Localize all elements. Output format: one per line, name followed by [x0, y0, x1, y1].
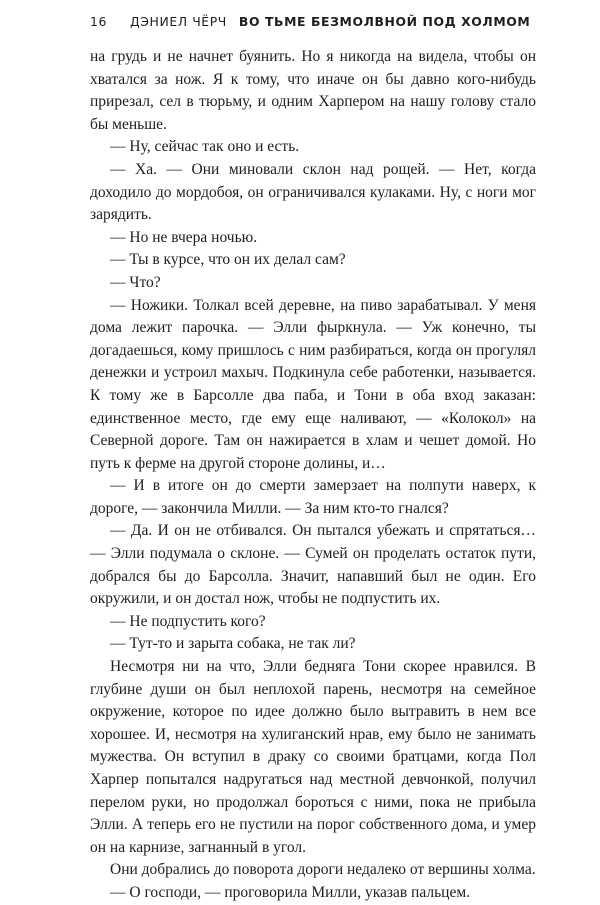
paragraph: — Ножики. Толкал всей деревне, на пиво зарабатывал. У меня дома лежит парочка. — Элли фыркнула. — Уж конечно, ты догадаешься, кому пришлось с ним разбираться, когда он прогулял денежки и устроил махыч. Подкинула себе работенки, называется. К тому же в Барсолле два паба, и Тони в оба вход заказан: единственное место, где ему еще наливают, — «Колокол» на Северной дороге. Там он нажирается в хлам и чешет домой. Но путь к ферме на другой стороне долины, и…: [90, 296, 536, 472]
paragraph: — Да. И он не отбивался. Он пытался убежать и спрятаться… — Элли подумала о склоне. — Сумей он проделать остаток пути, добрался бы до Барсолла. Значит, напавший был не один. Его окружили, и он достал нож, чтобы не подпустить их.: [90, 522, 536, 608]
running-head: [90, 14, 536, 34]
paragraph: — Ну, сейчас так оно и есть.: [110, 138, 300, 156]
paragraph: — Ты в курсе, что он их делал сам?: [110, 251, 346, 269]
running-head-title: ВО ТЬМЕ БЕЗМОЛВНОЙ ПОД ХОЛМОМ: [238, 14, 531, 29]
page-number: 16: [90, 14, 107, 29]
running-head-author: ДЭНИЕЛ ЧЁРЧ: [130, 14, 227, 29]
paragraph: Несмотря ни на что, Элли бедняга Тони скорее нравился. В глубине души он был неплохой парень, несмотря на семейное окружение, которое по идее должно было вытравить в нем все хорошее. И, несмотря на хулиганский нрав, ему было не занимать мужества. Он вступил в драку со своими братцами, когда Пол Харпер попытался надругаться над местной девчонкой, получил перелом руки, но продолжал бороться с ними, пока не прибыла Элли. А теперь его не пустили на порог собственного дома, и умер он на карнизе, загнанный в угол.: [90, 658, 536, 856]
paragraph: Они добрались до поворота дороги недалеко от вершины холма.: [110, 861, 536, 879]
page-body-text: [90, 46, 536, 905]
paragraph: на грудь и не начнет буянить. Но я никогда на видела, чтобы он хватался за нож. Я к тому, что иначе он бы давно кого-нибудь прирезал, сел в тюрьму, и одним Харпером на нашу голову стало бы меньше.: [90, 48, 536, 133]
paragraph: — И в итоге он до смерти замерзает на полпути наверх, к дороге, — закончила Милли. — За ним кто-то гнался?: [90, 477, 536, 517]
paragraph: — Не подпустить кого?: [110, 612, 266, 630]
paragraph: — Но не вчера ночью.: [110, 228, 258, 246]
paragraph: — Тут-то и зарыта собака, не так ли?: [110, 635, 356, 653]
paragraph: — О господи, — проговорила Милли, указав пальцем.: [110, 883, 471, 901]
paragraph: — Ха. — Они миновали склон над рощей. — Нет, когда доходило до мордобоя, он ограничивался кулаками. Ну, с ноги мог зарядить.: [90, 160, 536, 224]
paragraph: — Что?: [110, 273, 161, 291]
